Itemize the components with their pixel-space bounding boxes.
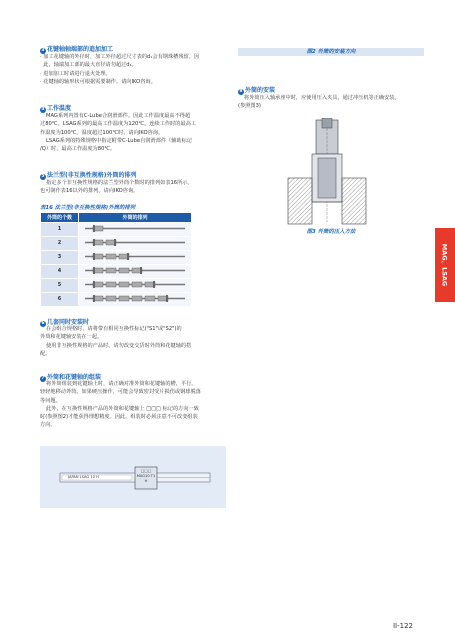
- sleeve-icon: [119, 268, 129, 273]
- section-5-line: 也可制作表16以外的排列。请向IKO咨询。: [40, 188, 139, 195]
- section-3-line: · 加工花键轴的外径时，加工外径超过尺寸表的d₁会有钢珠槽残留。因: [40, 54, 200, 60]
- arrangement-cell: [79, 222, 192, 236]
- section-7-line: 等问题。: [40, 397, 61, 404]
- heading-section-7: 7 外筒和花键轴的组装: [41, 374, 102, 381]
- heading-section-6: 6 几套同时安装时: [41, 319, 90, 326]
- section-3-body: [40, 53, 230, 86]
- heading-section-3: 3 花键轴轴端部的追加加工: [41, 46, 114, 53]
- arrangement-cell: [79, 292, 192, 306]
- sleeve-icon: [106, 268, 116, 273]
- figure-2-caption: 图2 外筒的安装方向: [306, 49, 356, 55]
- section-4-body: [40, 112, 230, 153]
- side-tab: [435, 228, 455, 302]
- sleeve-icon: [119, 253, 129, 260]
- heading-section-4: 4 工作温度: [41, 105, 72, 112]
- arrangement-cell: [79, 236, 192, 250]
- table-16: [40, 212, 192, 307]
- figure-3: [282, 118, 382, 226]
- section-8-body: [238, 94, 428, 111]
- section-8-line: (参照图3): [238, 103, 261, 110]
- sleeve-icon: [93, 239, 103, 246]
- table-16-caption: 表16 法兰型(非互换性规格)外筒的排列: [40, 205, 136, 211]
- section-3-line: 此，轴端加工部的最大直径请勿超过d₁。: [40, 62, 137, 69]
- sleeve-icon: [145, 296, 155, 301]
- section-6-body: [40, 325, 230, 358]
- sleeve-icon: [106, 296, 116, 301]
- sleeve-marking: □□□ MAG10 T1 H: [136, 469, 156, 483]
- sleeve-icon: [132, 296, 142, 301]
- section-3-line: · 花键轴的轴形状可根据需要制作。请向IKO咨询。: [40, 78, 156, 85]
- table-16-count: 6: [41, 292, 79, 306]
- figure-2-caption-band: [238, 48, 424, 56]
- table-16-header-count: 外筒的个数: [41, 213, 79, 223]
- side-tab-label: MAG、LSAG: [440, 243, 449, 287]
- sleeve-icon: [93, 253, 103, 260]
- section-6-line: 使用非互换性规格的产品时，请勿改变交货时外筒和花键轴的搭: [46, 342, 192, 349]
- arrangement-cell: [79, 264, 192, 278]
- figure-3-caption: 图3 外筒的压入方法: [306, 229, 356, 235]
- section-5-line: 指定多个非互换性规格的法兰型外筒个数时的排列如表16所示。: [46, 180, 193, 186]
- section-7-line: 方向。: [40, 422, 56, 429]
- section-5-body: [40, 179, 230, 196]
- arrangement-cell: [79, 278, 192, 292]
- section-6-line: 外筒和花键轴安装在一起。: [40, 334, 103, 341]
- table-16-count: 2: [41, 236, 79, 250]
- table-16-count: 3: [41, 250, 79, 264]
- sleeve-icon: [93, 267, 103, 274]
- table-16-count: 1: [41, 222, 79, 236]
- section-4-line: /Q）时，最高工作温度为80℃。: [40, 146, 116, 153]
- sleeve-icon: [132, 267, 142, 274]
- figure-3-caption-band: [238, 228, 424, 236]
- section-4-line: 过80℃。LSAG系列的最高工作温度为120℃。连续工作时的最高工: [40, 121, 197, 128]
- figure-3-drawing: [282, 118, 382, 226]
- section-4-line: LSAG系列的特殊规格中指定附带C-Lube自润滑部件（辅助标记: [46, 137, 192, 144]
- table-16-count: 5: [41, 278, 79, 292]
- sleeve-icon: [93, 295, 103, 302]
- sleeve-icon: [106, 282, 116, 287]
- heading-section-8: 8 外筒的安装: [239, 87, 276, 94]
- sleeve-icon: [158, 295, 168, 302]
- page-number: II-122: [392, 622, 413, 630]
- table-16-header-arrangement: 外筒的排列: [79, 213, 192, 223]
- section-7-line: 此外，在互换性规格产品的外筒和花键轴上 □□□ 标记的方向一致: [46, 405, 199, 412]
- sleeve-icon: [106, 254, 116, 259]
- section-7-line: 将外筒组装到花键轴上时，请正确对准外筒和花键轴的槽，平行、: [46, 381, 197, 387]
- sleeve-icon: [93, 281, 103, 288]
- sleeve-icon: [119, 296, 129, 301]
- shaft-marking: JAPAN LSAG 10 H: [68, 475, 99, 479]
- figure-2: [40, 446, 226, 508]
- section-3-line: · 进加加工时请进行退火处理。: [40, 70, 111, 77]
- section-7-line: 时(参照图2)才能获得理想精度。因此，组装时必须注意不可改变组装: [40, 414, 198, 421]
- sleeve-icon: [106, 239, 116, 246]
- section-7-body: [40, 380, 232, 430]
- table-16-count: 4: [41, 264, 79, 278]
- section-4-line: 作温度为100℃。温度超过100℃时，请向IKO咨询。: [40, 129, 164, 136]
- sleeve-icon: [132, 282, 142, 287]
- sleeve-icon: [119, 282, 129, 287]
- sleeve-icon: [145, 281, 155, 288]
- arrangement-cell: [79, 250, 192, 264]
- section-6-line: 在会组合规格时，请将带有相同互换性标记("S1"或"S2")的: [46, 326, 182, 332]
- section-7-line: 轻轻地移动外筒。如果硬压操作，可能会导致密封受片损伤或钢球脱落: [40, 389, 201, 396]
- section-4-line: MAG系列内置有C-Lube合润滑部件。因此工作温度最高不得超: [46, 113, 191, 119]
- heading-section-5: 5 法兰型(非互换性规格)外筒的排列: [41, 172, 137, 179]
- section-6-line: 配。: [40, 350, 51, 357]
- sleeve-icon: [93, 225, 103, 232]
- section-8-line: 将外筒压入轴承座中时，应使用压入夹具，通过冲压机等正确安装。: [244, 95, 400, 101]
